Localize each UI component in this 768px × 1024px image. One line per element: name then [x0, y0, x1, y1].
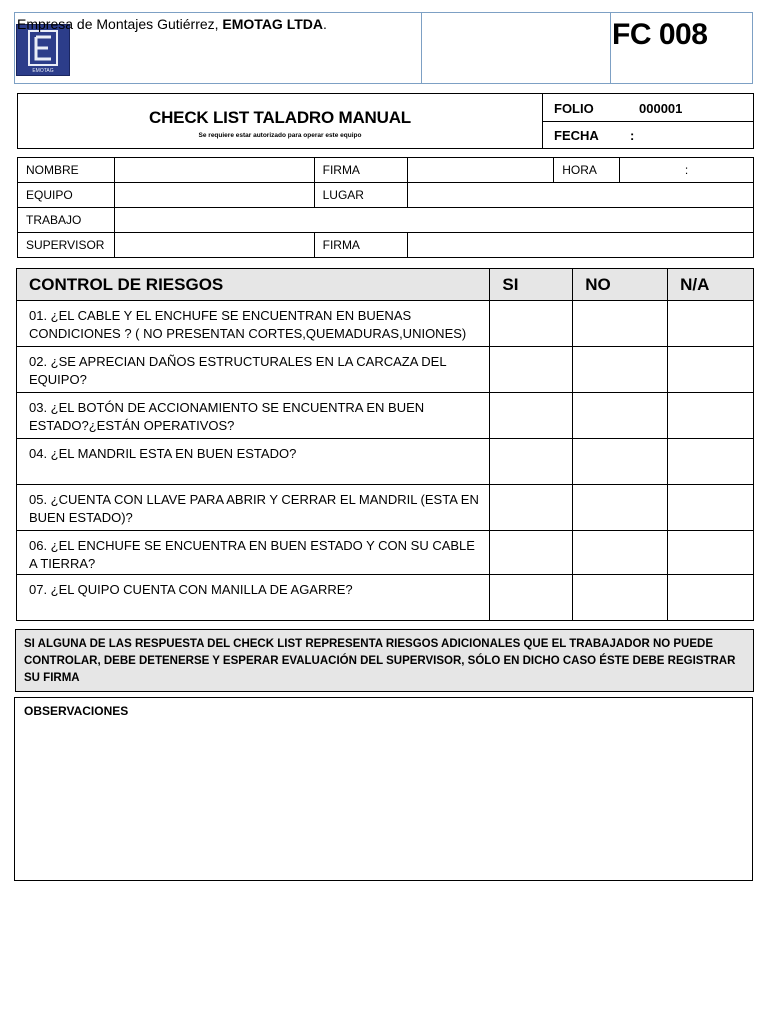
- question-04: 04. ¿EL MANDRIL ESTA EN BUEN ESTADO?: [17, 439, 490, 485]
- warning-notice: SI ALGUNA DE LAS RESPUESTA DEL CHECK LIST REPRESENTA RIESGOS ADICIONALES QUE EL TRABAJADOR NO PUEDE CONTROLAR, DEBE DETENERSE Y ESPERAR EVALUACIÓN DEL SUPERVISOR, SÓLO EN DICHO CASO ÉSTE DEBE REGISTRAR SU FIRMA: [15, 629, 754, 692]
- form-title: CHECK LIST TALADRO MANUAL: [149, 108, 411, 127]
- answer-si-cell[interactable]: [490, 575, 573, 621]
- answer-na-cell[interactable]: [668, 347, 754, 393]
- col-no: NO: [573, 269, 668, 301]
- table-row: [18, 233, 754, 258]
- answer-na-cell[interactable]: [668, 393, 754, 439]
- lugar-field[interactable]: [407, 183, 753, 208]
- answer-si-cell[interactable]: [490, 485, 573, 531]
- answer-si-cell[interactable]: [490, 439, 573, 485]
- supervisor-field[interactable]: [114, 233, 314, 258]
- question-03: 03. ¿EL BOTÓN DE ACCIONAMIENTO SE ENCUENTRA EN BUEN ESTADO?¿ESTÁN OPERATIVOS?: [17, 393, 490, 439]
- risk-header: CONTROL DE RIESGOS: [17, 269, 490, 301]
- answer-na-cell[interactable]: [668, 485, 754, 531]
- question-06: 06. ¿EL ENCHUFE SE ENCUENTRA EN BUEN ESTADO Y CON SU CABLE A TIERRA?: [17, 531, 490, 575]
- table-row: [18, 208, 754, 233]
- answer-si-cell[interactable]: [490, 347, 573, 393]
- folio-label: FOLIO: [554, 101, 594, 116]
- table-header-row: [17, 269, 754, 301]
- firma-supervisor-label: FIRMA: [314, 233, 407, 258]
- firma-label: FIRMA: [314, 158, 407, 183]
- trabajo-label: TRABAJO: [18, 208, 115, 233]
- observations-label: OBSERVACIONES: [24, 704, 129, 718]
- table-row: [17, 439, 754, 485]
- table-row: [17, 485, 754, 531]
- firma-supervisor-field[interactable]: [407, 233, 753, 258]
- question-07: 07. ¿EL QUIPO CUENTA CON MANILLA DE AGARRE?: [17, 575, 490, 621]
- answer-na-cell[interactable]: [668, 301, 754, 347]
- form-code: FC 008: [612, 18, 708, 51]
- table-row: [17, 393, 754, 439]
- firma-field[interactable]: [407, 158, 554, 183]
- equipo-field[interactable]: [114, 183, 314, 208]
- answer-na-cell[interactable]: [668, 531, 754, 575]
- fecha-label: FECHA: [554, 128, 599, 143]
- fecha-value[interactable]: :: [630, 128, 635, 143]
- answer-no-cell[interactable]: [573, 439, 668, 485]
- header-divider: [421, 13, 422, 83]
- risk-control-table: [16, 268, 754, 621]
- hora-label: HORA: [554, 158, 620, 183]
- answer-na-cell[interactable]: [668, 575, 754, 621]
- lugar-label: LUGAR: [314, 183, 407, 208]
- supervisor-label: SUPERVISOR: [18, 233, 115, 258]
- table-row: [17, 347, 754, 393]
- answer-no-cell[interactable]: [573, 531, 668, 575]
- trabajo-field[interactable]: [114, 208, 753, 233]
- title-box: [17, 93, 754, 149]
- col-si: SI: [490, 269, 573, 301]
- company-name: Empresa de Montajes Gutiérrez, EMOTAG LTDA.: [17, 16, 327, 32]
- answer-no-cell[interactable]: [573, 393, 668, 439]
- info-table: [17, 157, 754, 258]
- answer-no-cell[interactable]: [573, 485, 668, 531]
- folio-value: 000001: [639, 101, 683, 116]
- equipo-label: EQUIPO: [18, 183, 115, 208]
- header-divider: [610, 13, 611, 83]
- table-row: [17, 575, 754, 621]
- observations-box[interactable]: [14, 697, 753, 881]
- question-01: 01. ¿EL CABLE Y EL ENCHUFE SE ENCUENTRAN EN BUENAS CONDICIONES ? ( NO PRESENTAN CORTES,QUEMADURAS,UNIONES): [17, 301, 490, 347]
- nombre-label: NOMBRE: [18, 158, 115, 183]
- answer-no-cell[interactable]: [573, 575, 668, 621]
- logo-text: EMOTAG: [32, 68, 54, 74]
- question-05: 05. ¿CUENTA CON LLAVE PARA ABRIR Y CERRAR EL MANDRIL (ESTA EN BUEN ESTADO)?: [17, 485, 490, 531]
- answer-si-cell[interactable]: [490, 531, 573, 575]
- answer-si-cell[interactable]: [490, 301, 573, 347]
- answer-no-cell[interactable]: [573, 347, 668, 393]
- answer-na-cell[interactable]: [668, 439, 754, 485]
- question-02: 02. ¿SE APRECIAN DAÑOS ESTRUCTURALES EN LA CARCAZA DEL EQUIPO?: [17, 347, 490, 393]
- table-row: [18, 183, 754, 208]
- hora-field[interactable]: :: [620, 158, 754, 183]
- table-row: [18, 158, 754, 183]
- table-row: [17, 531, 754, 575]
- answer-si-cell[interactable]: [490, 393, 573, 439]
- document-header: [14, 12, 753, 84]
- col-na: N/A: [668, 269, 754, 301]
- form-subtitle: Se requiere estar autorizado para operar este equipo: [198, 132, 362, 139]
- nombre-field[interactable]: [114, 158, 314, 183]
- table-row: [17, 301, 754, 347]
- answer-no-cell[interactable]: [573, 301, 668, 347]
